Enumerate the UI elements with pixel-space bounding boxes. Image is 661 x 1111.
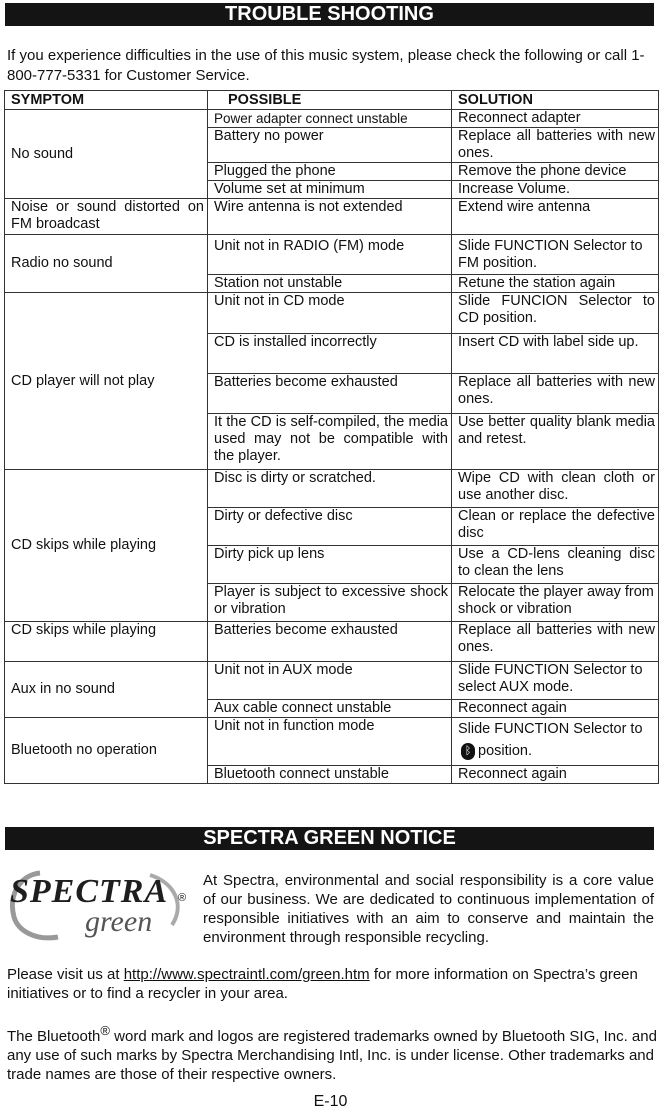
solution-cell: Retune the station again: [452, 275, 659, 293]
cause-cell: Unit not in function mode: [208, 718, 452, 766]
cause-cell: Aux cable connect unstable: [208, 700, 452, 718]
table-row: [5, 110, 659, 128]
cause-cell: Batteries become exhausted: [208, 622, 452, 662]
cause-cell: Plugged the phone: [208, 163, 452, 181]
green-notice-title: SPECTRA GREEN NOTICE: [5, 827, 654, 850]
solution-cell: Replace all batteries with new ones.: [452, 374, 659, 414]
cause-cell: Player is subject to excessive shock or vibration: [208, 584, 452, 622]
solution-cell: Insert CD with label side up.: [452, 334, 659, 374]
solution-cell: Remove the phone device: [452, 163, 659, 181]
spectra-green-logo: [0, 865, 190, 945]
cause-cell: Station not unstable: [208, 275, 452, 293]
table-row: [5, 662, 659, 700]
table-row: [5, 718, 659, 766]
solution-cell: Replace all batteries with new ones.: [452, 622, 659, 662]
logo-registered-mark: ®: [178, 892, 187, 904]
troubleshooting-table: [4, 90, 659, 784]
troubleshooting-title: TROUBLE SHOOTING: [5, 3, 654, 26]
solution-cell: Clean or replace the defective disc: [452, 508, 659, 546]
bt-pre: The Bluetooth: [7, 1028, 101, 1045]
header-solution: SOLUTION: [452, 91, 659, 110]
solution-cell: Extend wire antenna: [452, 199, 659, 235]
green-url-link[interactable]: http://www.spectraintl.com/green.htm: [123, 966, 370, 983]
green-notice-text: At Spectra, environmental and social responsibility is a core value of our business. We are dedicated to continuous implementation of responsible initiatives with an aim to conserve and maintain the environment through responsible recycling.: [203, 872, 654, 946]
table-row: [5, 235, 659, 275]
symptom-cell: Noise or sound distorted on FM broadcast: [5, 199, 208, 235]
table-row: [5, 199, 659, 235]
cause-cell: Power adapter connect unstable: [208, 110, 452, 128]
cause-cell: Battery no power: [208, 128, 452, 163]
header-possible: POSSIBLE: [208, 91, 452, 110]
symptom-cell: Aux in no sound: [5, 662, 208, 718]
cause-cell: Unit not in RADIO (FM) mode: [208, 235, 452, 275]
solution-cell: Reconnect again: [452, 700, 659, 718]
logo-sub: green: [85, 905, 153, 938]
solution-text-end: position.: [478, 743, 533, 759]
solution-cell: Reconnect again: [452, 766, 659, 784]
cause-cell: Dirty or defective disc: [208, 508, 452, 546]
cause-cell: Dirty pick up lens: [208, 546, 452, 584]
symptom-cell: CD player will not play: [5, 293, 208, 470]
cause-cell: CD is installed incorrectly: [208, 334, 452, 374]
troubleshooting-intro: If you experience difficulties in the use of this music system, please check the following or call 1-800-777-5331 for Customer Service.: [7, 47, 645, 84]
cause-cell: Unit not in CD mode: [208, 293, 452, 334]
solution-cell: Slide FUNCTION Selector to select AUX mode.: [452, 662, 659, 700]
cause-cell: Wire antenna is not extended: [208, 199, 452, 235]
table-row: [5, 293, 659, 334]
solution-cell: Slide FUNCTION Selector to FM position.: [452, 235, 659, 275]
solution-cell: [452, 718, 659, 766]
symptom-cell: CD skips while playing: [5, 622, 208, 662]
bt-registered-mark: ®: [100, 1023, 110, 1038]
solution-text: Slide FUNCTION Selector to: [458, 721, 643, 737]
symptom-cell: CD skips while playing: [5, 470, 208, 622]
symptom-cell: Bluetooth no operation: [5, 718, 208, 784]
page-number: E-10: [313, 1093, 348, 1110]
solution-cell: Replace all batteries with new ones.: [452, 128, 659, 163]
table-row: [5, 622, 659, 662]
symptom-cell: No sound: [5, 110, 208, 199]
table-header-row: [5, 91, 659, 110]
header-symptom: SYMPTOM: [5, 91, 208, 110]
cause-cell: Unit not in AUX mode: [208, 662, 452, 700]
cause-cell: It the CD is self-compiled, the media used may not be compatible with the player.: [208, 414, 452, 470]
cause-cell: Disc is dirty or scratched.: [208, 470, 452, 508]
bluetooth-trademark-note: [7, 1021, 659, 1084]
table-row: [5, 470, 659, 508]
bt-post: word mark and logos are registered trademarks owned by Bluetooth SIG, Inc. and any use of such marks by Spectra Merchandising Intl, Inc. is under license. Other trademarks and trade names are those of their respective owners.: [7, 1028, 657, 1083]
solution-cell: Slide FUNCION Selector to CD position.: [452, 293, 659, 334]
logo-word: SPECTRA: [10, 873, 169, 910]
solution-cell: Reconnect adapter: [452, 110, 659, 128]
cause-cell: Bluetooth connect unstable: [208, 766, 452, 784]
cause-cell: Volume set at minimum: [208, 181, 452, 199]
visit-pre: Please visit us at: [7, 966, 124, 983]
solution-cell: Relocate the player away from shock or vibration: [452, 584, 659, 622]
bluetooth-icon: ᛒ: [461, 743, 475, 760]
cause-cell: Batteries become exhausted: [208, 374, 452, 414]
symptom-cell: Radio no sound: [5, 235, 208, 293]
visit-post: for more information on Spectra’s green initiatives or to find a recycler in your area.: [7, 966, 638, 1002]
solution-cell: Use a CD-lens cleaning disc to clean the lens: [452, 546, 659, 584]
solution-cell: Wipe CD with clean cloth or use another disc.: [452, 470, 659, 508]
solution-cell: Use better quality blank media and retest.: [452, 414, 659, 470]
visit-paragraph: [7, 965, 657, 1003]
solution-cell: Increase Volume.: [452, 181, 659, 199]
